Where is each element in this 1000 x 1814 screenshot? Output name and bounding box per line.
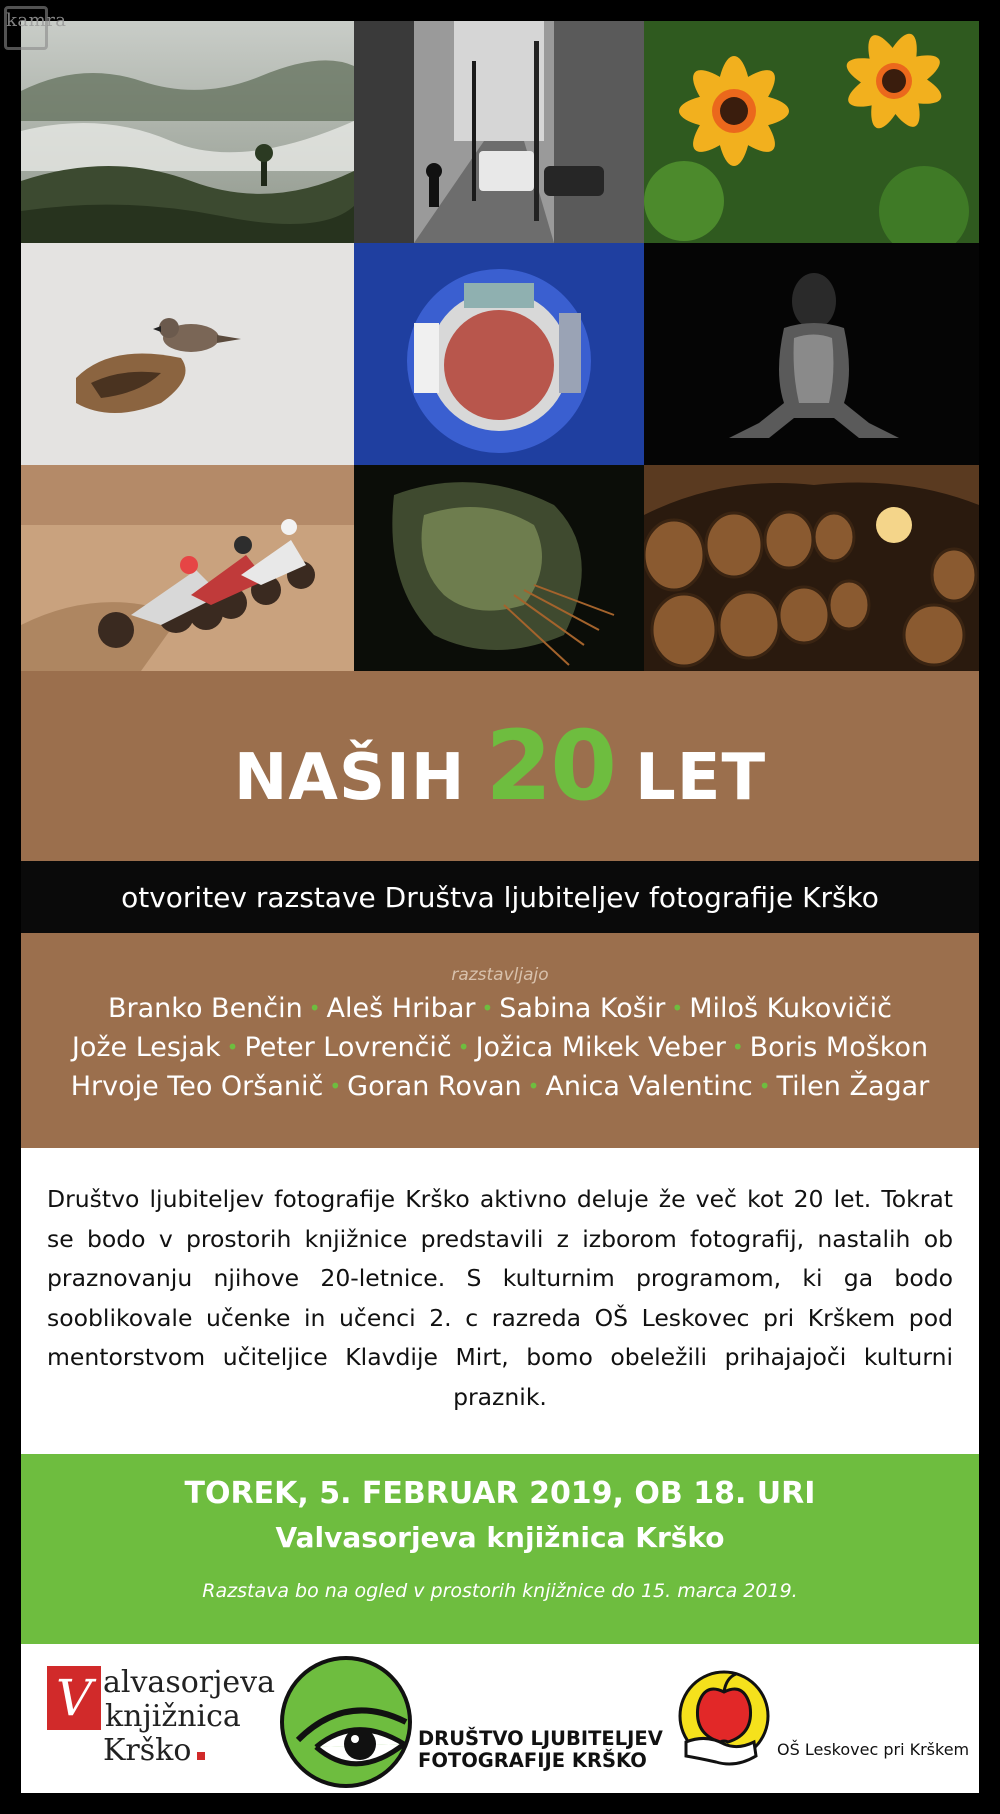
artist-name: Peter Lovrenčič	[244, 1032, 452, 1063]
separator-dot: •	[329, 1074, 342, 1098]
photo-grid	[21, 21, 979, 671]
artist-name: Miloš Kukovičič	[689, 993, 892, 1024]
library-logo	[47, 1665, 276, 1776]
separator-dot: •	[731, 1035, 744, 1059]
library-name-line3: Krško	[103, 1734, 275, 1768]
mossy-rock-photo	[354, 465, 644, 671]
artists-label: razstavljajo	[451, 965, 549, 985]
separator-dot: •	[527, 1074, 540, 1098]
library-v-mark: V	[47, 1666, 101, 1730]
separator-dot: •	[226, 1035, 239, 1059]
apple-logo-icon	[676, 1664, 776, 1774]
speedway-photo	[21, 465, 354, 671]
exhibition-note: Razstava bo na ogled v prostorih knjižnice do 15. marca 2019.	[202, 1580, 798, 1602]
misty-hills-photo	[21, 21, 354, 243]
artist-name: Jože Lesjak	[71, 1032, 221, 1063]
exhibition-title	[234, 710, 766, 822]
artists-section	[21, 933, 979, 1148]
description-section	[21, 1148, 979, 1454]
separator-dot: •	[758, 1074, 771, 1098]
artist-row-1	[21, 993, 979, 1024]
description-text: Društvo ljubiteljev fotografije Krško aktivno deluje že več kot 20 let. Tokrat se bodo v prostorih knjižnice predstavili z izborom fotografij, nastalih ob praznovanju njihove 20-letnice. S kulturnim programom, ki ga bodo sooblikovale učenke in učenci 2. c razreda OŠ Leskovec pri Krškem pod mentorstvom učiteljice Klavdije Mirt, bomo obeležili prihajajoči kulturni praznik.	[47, 1185, 953, 1411]
separator-dot: •	[308, 996, 321, 1020]
street-bw-photo	[354, 21, 644, 243]
society-name-line2: FOTOGRAFIJE KRŠKO	[418, 1749, 647, 1772]
artist-name: Jožica Mikek Veber	[475, 1032, 726, 1063]
separator-dot: •	[481, 996, 494, 1020]
artist-name: Aleš Hribar	[326, 993, 476, 1024]
kamra-watermark: kamra	[6, 10, 67, 31]
artist-row-3	[21, 1071, 979, 1102]
society-name-line1: DRUŠTVO LJUBITELJEV	[418, 1727, 663, 1750]
event-date: TOREK, 5. FEBRUAR 2019, OB 18. URI	[184, 1476, 816, 1511]
figure-silhouette-photo	[644, 243, 979, 465]
title-left: NAŠIH	[233, 741, 466, 815]
title-number: 20	[485, 710, 615, 822]
event-venue: Valvasorjeva knjižnica Krško	[275, 1521, 725, 1554]
sponsor-logos	[21, 1644, 979, 1793]
yellow-flowers-photo	[644, 21, 979, 243]
event-info	[21, 1454, 979, 1644]
artist-row-2	[21, 1032, 979, 1063]
tiny-planet-photo	[354, 243, 644, 465]
title-band	[21, 671, 979, 861]
wine-cellar-photo	[644, 465, 979, 671]
title-right: LET	[635, 741, 767, 815]
separator-dot: •	[671, 996, 684, 1020]
artist-name: Anica Valentinc	[545, 1071, 753, 1102]
artist-name: Boris Moškon	[749, 1032, 929, 1063]
school-name: OŠ Leskovec pri Krškem	[777, 1740, 970, 1759]
artist-name: Tilen Žagar	[776, 1071, 930, 1102]
eye-logo-icon	[276, 1652, 416, 1792]
artist-name: Hrvoje Teo Oršanič	[70, 1071, 324, 1102]
library-name-line1: alvasorjeva	[103, 1665, 276, 1700]
artist-name: Branko Benčin	[107, 993, 303, 1024]
library-name-line2: knjižnica	[105, 1699, 241, 1734]
artist-name: Sabina Košir	[499, 993, 666, 1024]
subtitle: otvoritev razstave Društva ljubiteljev fotografije Krško	[121, 880, 879, 914]
society-name	[418, 1728, 663, 1772]
library-name	[103, 1666, 275, 1768]
subtitle-band	[21, 861, 979, 933]
separator-dot: •	[457, 1035, 470, 1059]
artist-name: Goran Rovan	[347, 1071, 522, 1102]
sparrow-photo	[21, 243, 354, 465]
